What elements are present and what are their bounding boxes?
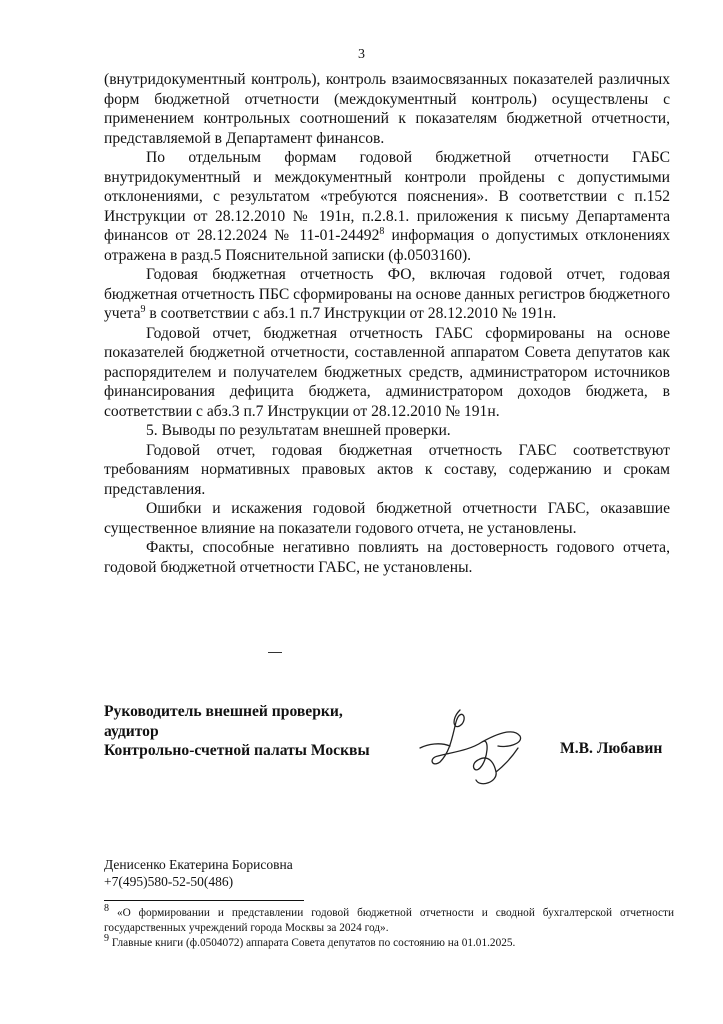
paragraph: Факты, способные негативно повлиять на достоверность годового отчета, годовой бюджетной отчетности ГАБС, не установлены.: [104, 539, 670, 576]
section-heading: 5. Выводы по результатам внешней проверки.: [146, 422, 451, 439]
paragraph: Годовая бюджетная отчетность ФО, включая годовой отчет, годовая бюджетная отчетность ПБС сформированы на основе данных регистров бюджетного учета$^9$ в соответствии с абз.1 п.7 Инструкции от 28.12.2010 № 191н.: [104, 266, 670, 322]
executor-name: Денисенко Екатерина Борисовна: [104, 857, 293, 872]
signatory-position: [104, 702, 370, 761]
footnotes: [104, 903, 674, 951]
handwritten-signature: [410, 702, 540, 792]
footnote-separator: [104, 900, 304, 901]
footnote: $^9$ Главные книги (ф.0504072) аппарата Совета депутатов по состоянию на 01.01.2025.: [104, 933, 516, 949]
document-body: [104, 70, 670, 577]
paragraph: Годовой отчет, годовая бюджетная отчетность ГАБС соответствуют требованиям нормативных правовых актов к составу, содержанию и срокам представления.: [104, 441, 670, 498]
footnote-ref: 8: [379, 225, 385, 237]
paragraph: Годовой отчет, бюджетная отчетность ГАБС сформированы на основе показателей бюджетной отчетности, составленной аппаратом Совета депутатов как распорядителем и получателем бюджетных средств, администратором источников финансирования дефицита бюджета, администратором доходов бюджета, в соответствии с абз.3 п.7 Инструкции от 28.12.2010 № 191н.: [104, 324, 670, 420]
footnote-ref: 9: [140, 303, 146, 315]
executor-phone: +7(495)580-52-50(486): [104, 874, 234, 889]
paragraph: (внутридокументный контроль), контроль взаимосвязанных показателей различных форм бюджетной отчетности (междокументный контроль) осуществлены с применением контрольных соотношений к показателям бюджетной отчетности, представляемой в Департамент финансов.: [104, 71, 670, 147]
signatory-name: М.В. Любавин: [560, 740, 663, 757]
position-line: Руководитель внешней проверки,: [104, 703, 343, 720]
position-line: аудитор: [104, 722, 159, 740]
position-line: Контрольно-счетной палаты Москвы: [104, 742, 370, 759]
footnote: $^8$ «О формировании и представлении годовой бюджетной отчетности и сводной бухгалтерской отчетности государственных учреждений города Москвы за 2024 год».: [104, 903, 674, 934]
paragraph: Ошибки и искажения годовой бюджетной отчетности ГАБС, оказавшие существенное влияние на показатели годового отчета, не установлены.: [104, 500, 670, 537]
executor-block: [104, 856, 293, 890]
page-number: 3: [358, 47, 365, 62]
divider: [268, 652, 282, 653]
paragraph: По отдельным формам годовой бюджетной отчетности ГАБС внутридокументный и междокументный контроли пройдены с допустимыми отклонениями, с результатом «требуются пояснения». В соответствии с п.152 Инструкции от 28.12.2010 № 191н, п.2.8.1. приложения к письму Департамента финансов от 28.12.2024 № 11-01-24492$^8$ информация о допустимых отклонениях отражена в разд.5 Пояснительной записки (ф.0503160).: [104, 149, 671, 264]
